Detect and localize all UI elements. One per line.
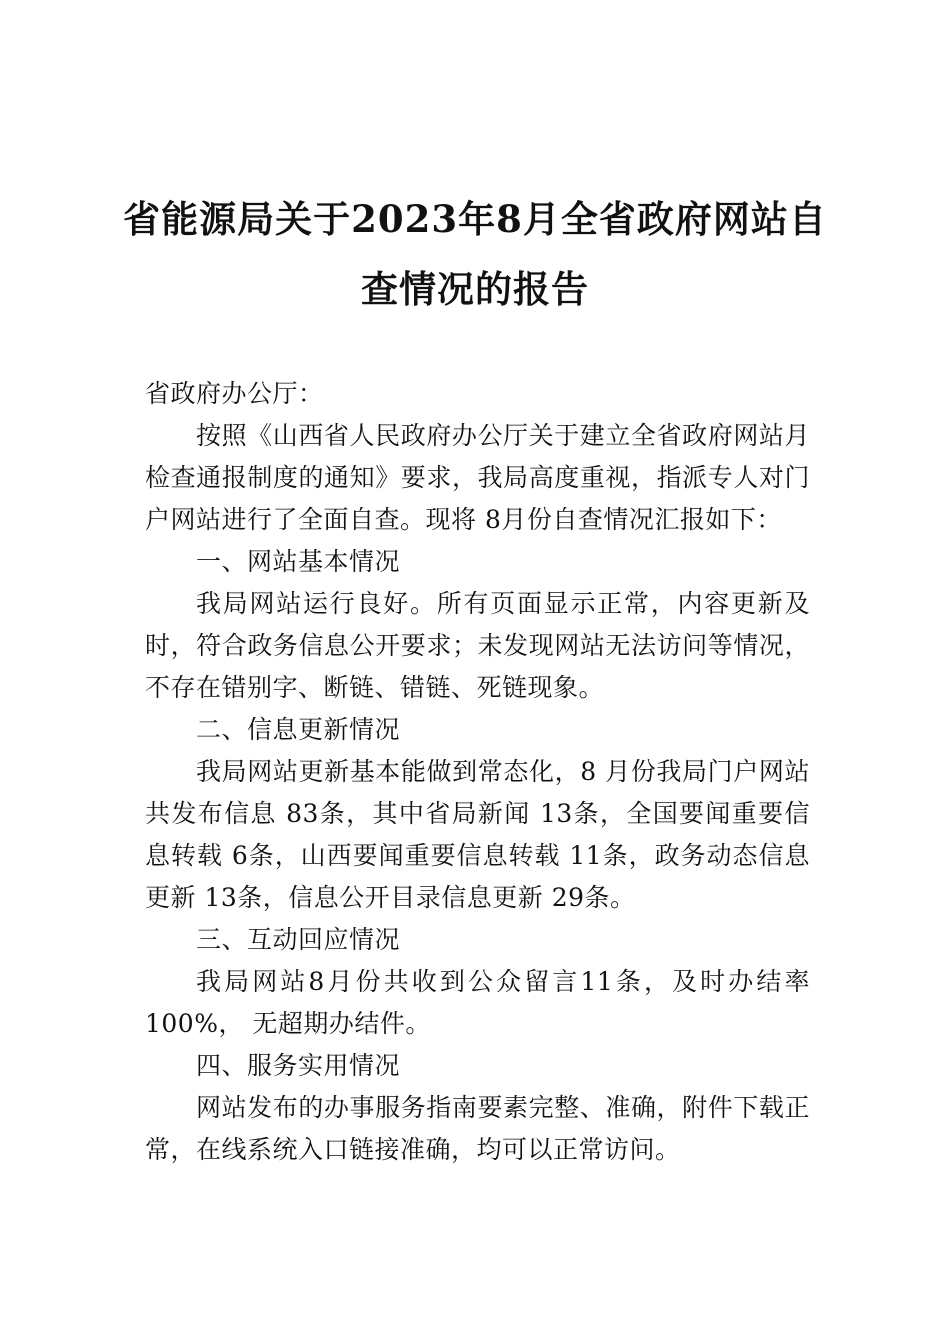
- paragraph-service: 网站发布的办事服务指南要素完整、准确，附件下载正常，在线系统入口链接准确，均可以正常访问。: [145, 1093, 810, 1164]
- section-heading-service: 四、服务实用情况: [196, 1051, 401, 1080]
- salutation: 省政府办公厅：: [145, 379, 324, 408]
- section-heading-basic: 一、网站基本情况: [196, 547, 401, 576]
- paragraph-basic: 我局网站运行良好。所有页面显示正常，内容更新及时，符合政务信息公开要求；未发现网站无法访问等情况，不存在错别字、断链、错链、死链现象。: [145, 589, 810, 702]
- paragraph-interaction: 我局网站8月份共收到公众留言11条，及时办结率100%， 无超期办结件。: [145, 967, 810, 1038]
- section-heading-interaction: 三、互动回应情况: [196, 925, 401, 954]
- intro-paragraph: 按照《山西省人民政府办公厅关于建立全省政府网站月检查通报制度的通知》要求，我局高度重视，指派专人对门户网站进行了全面自查。现将 8月份自查情况汇报如下：: [145, 421, 810, 534]
- section-heading-updates: 二、信息更新情况: [196, 715, 401, 744]
- document-body: [145, 373, 810, 1171]
- paragraph-updates: 我局网站更新基本能做到常态化，8 月份我局门户网站共发布信息 83条，其中省局新闻 13条，全国要闻重要信息转载 6条，山西要闻重要信息转载 11条，政务动态信息更新 13条，信息公开目录信息更新 29条。: [145, 757, 810, 912]
- document-title-line-1: 省能源局关于2023年8月全省政府网站自: [123, 197, 827, 241]
- document-title-line-2: 查情况的报告: [361, 267, 589, 311]
